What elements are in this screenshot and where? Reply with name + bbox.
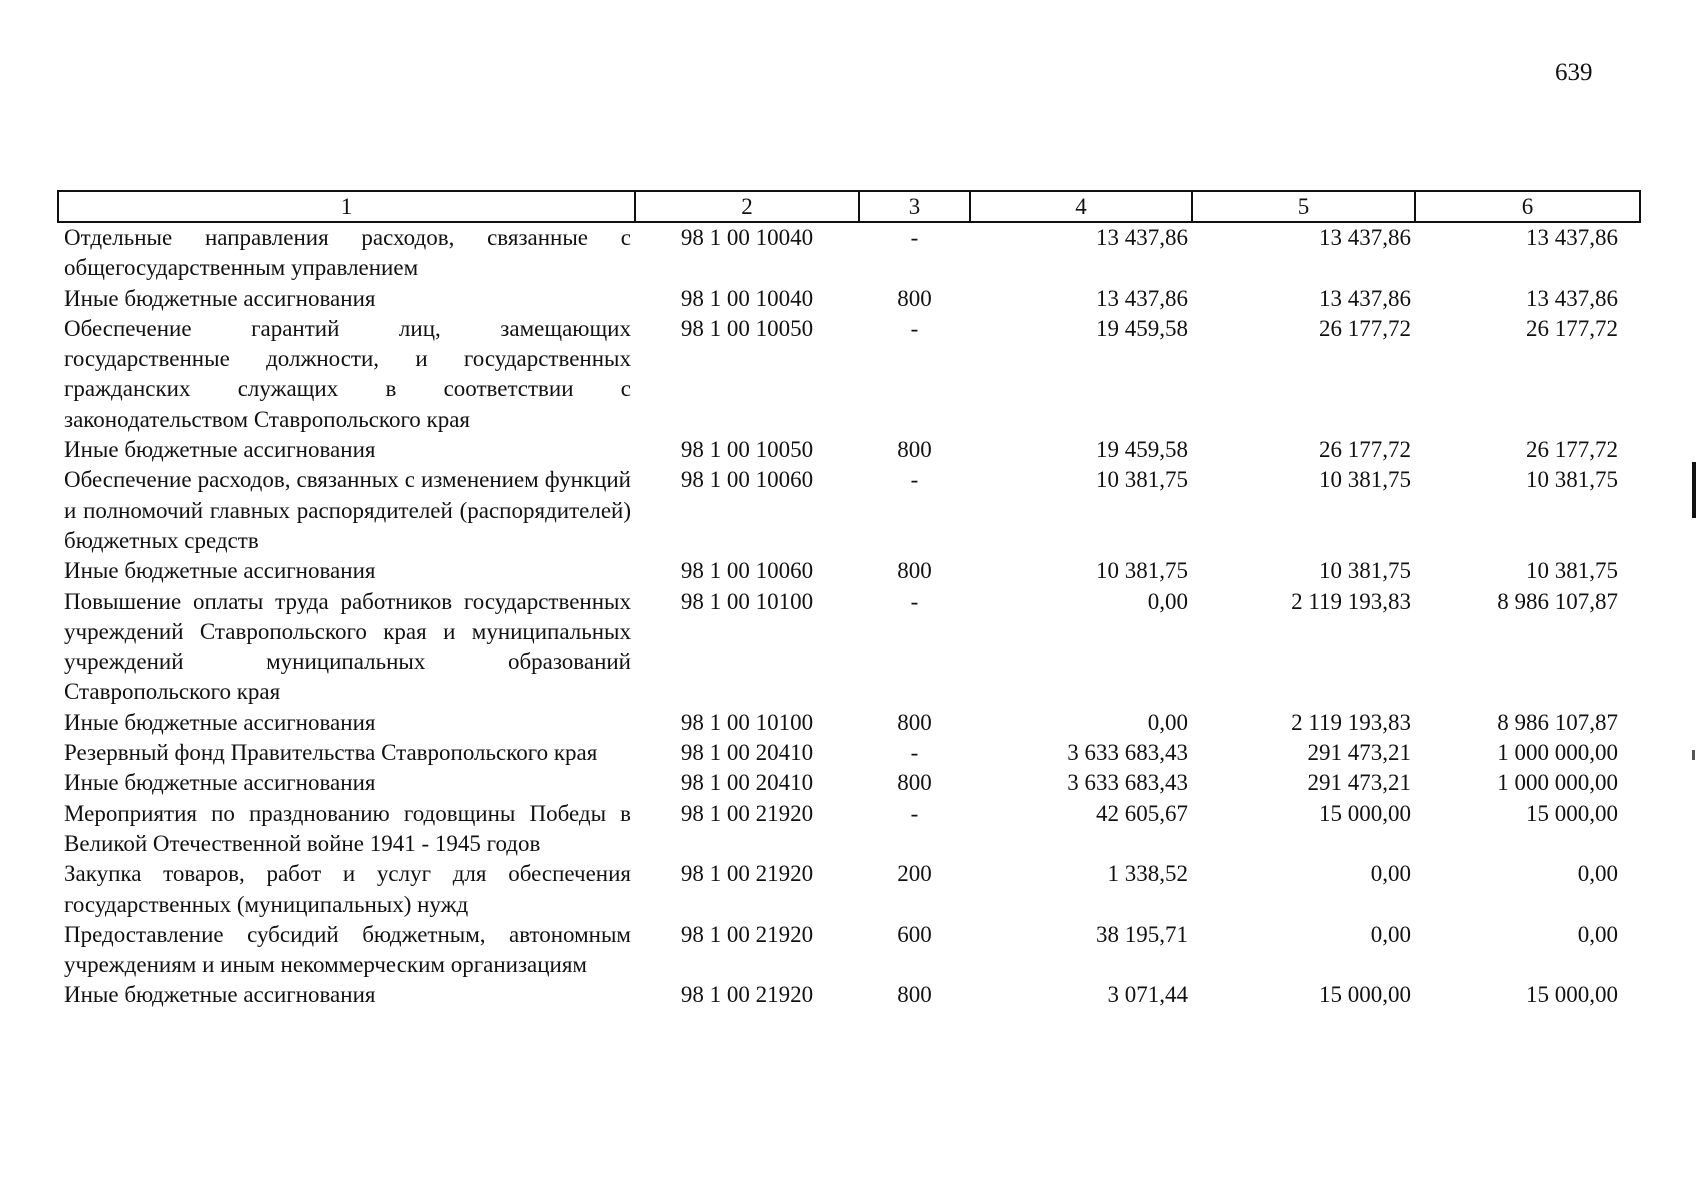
table-row xyxy=(58,920,1640,981)
table-body xyxy=(58,222,1640,1011)
row-value-4: 0,00 xyxy=(1147,709,1188,735)
row-value-5: 10 381,75 xyxy=(1319,467,1411,493)
table-row xyxy=(58,738,1640,768)
row-code: 98 1 00 21920 xyxy=(680,921,814,947)
row-name: Иные бюджетные ассигнования xyxy=(64,437,376,463)
row-code: 98 1 00 10060 xyxy=(680,558,814,584)
row-value-5: 0,00 xyxy=(1370,921,1411,947)
row-name: Повышение оплаты труда работников государственных учреждений Ставропольского края и муниципальных учреждений муниципальных образований Ставропольского края xyxy=(64,588,631,705)
table-row xyxy=(58,284,1640,314)
row-value-5: 13 437,86 xyxy=(1319,225,1411,250)
row-value-4: 19 459,58 xyxy=(1096,315,1188,341)
row-kind: 800 xyxy=(897,770,932,796)
row-value-6: 10 381,75 xyxy=(1526,467,1618,493)
table-row xyxy=(58,859,1640,920)
row-code: 98 1 00 10040 xyxy=(680,285,814,311)
row-value-4: 10 381,75 xyxy=(1096,467,1188,493)
row-code: 98 1 00 21920 xyxy=(680,800,814,826)
row-kind: 200 xyxy=(897,861,932,887)
row-name: Иные бюджетные ассигнования xyxy=(64,285,376,311)
row-value-4: 1 338,52 xyxy=(1107,861,1188,887)
row-value-4: 10 381,75 xyxy=(1096,558,1188,584)
row-value-5: 26 177,72 xyxy=(1319,315,1411,341)
header-cell-5: 5 xyxy=(1192,191,1415,222)
row-code: 98 1 00 20410 xyxy=(680,770,814,796)
row-value-6: 26 177,72 xyxy=(1526,315,1618,341)
row-value-6: 13 437,86 xyxy=(1526,285,1618,311)
row-name: Отдельные направления расходов, связанные с общегосударственным управлением xyxy=(64,225,631,281)
row-value-6: 10 381,75 xyxy=(1526,558,1618,584)
row-name: Обеспечение расходов, связанных с изменением функций и полномочий главных распорядителей (распорядителей) бюджетных средств xyxy=(64,467,631,553)
table-row xyxy=(58,435,1640,465)
scan-edge-dot xyxy=(1692,750,1695,760)
header-cell-1: 1 xyxy=(58,191,635,222)
header-row xyxy=(58,191,1640,222)
row-value-6: 8 986 107,87 xyxy=(1497,709,1618,735)
row-value-4: 38 195,71 xyxy=(1096,921,1188,947)
row-name: Иные бюджетные ассигнования xyxy=(64,770,376,796)
table-row xyxy=(58,465,1640,556)
budget-table xyxy=(57,190,1641,1011)
row-value-6: 0,00 xyxy=(1577,921,1618,947)
row-code: 98 1 00 20410 xyxy=(680,740,814,766)
row-kind: - xyxy=(910,740,919,766)
row-value-4: 3 633 683,43 xyxy=(1067,740,1188,766)
table-row xyxy=(58,314,1640,435)
header-cell-3: 3 xyxy=(859,191,970,222)
row-name: Мероприятия по празднованию годовщины Победы в Великой Отечественной войне 1941 - 1945 годов xyxy=(64,800,631,856)
row-value-5: 2 119 193,83 xyxy=(1291,588,1411,614)
row-kind: 600 xyxy=(897,921,932,947)
row-name: Обеспечение гарантий лиц, замещающих государственные должности, и государственных гражданских служащих в соответствии с законодательством Ставропольского края xyxy=(64,315,631,432)
table-row xyxy=(58,799,1640,860)
row-name: Резервный фонд Правительства Ставропольского края xyxy=(64,740,598,766)
row-value-5: 13 437,86 xyxy=(1319,285,1411,311)
row-code: 98 1 00 10040 xyxy=(680,225,814,250)
row-name: Иные бюджетные ассигнования xyxy=(64,558,376,584)
row-value-5: 0,00 xyxy=(1370,861,1411,887)
row-value-4: 19 459,58 xyxy=(1096,437,1188,463)
row-code: 98 1 00 10050 xyxy=(680,437,814,463)
row-kind: 800 xyxy=(897,558,932,584)
row-value-5: 26 177,72 xyxy=(1319,437,1411,463)
row-value-4: 42 605,67 xyxy=(1096,800,1188,826)
table-row xyxy=(58,222,1640,284)
row-value-6: 0,00 xyxy=(1577,861,1618,887)
row-value-5: 15 000,00 xyxy=(1319,800,1411,826)
row-value-4: 13 437,86 xyxy=(1096,225,1188,250)
row-kind: - xyxy=(910,315,919,341)
table-row xyxy=(58,768,1640,798)
row-value-4: 3 071,44 xyxy=(1107,982,1188,1008)
row-name: Иные бюджетные ассигнования xyxy=(64,982,376,1008)
row-code: 98 1 00 10100 xyxy=(680,588,814,614)
row-value-4: 0,00 xyxy=(1147,588,1188,614)
header-cell-6: 6 xyxy=(1415,191,1640,222)
row-name: Иные бюджетные ассигнования xyxy=(64,709,376,735)
row-value-6: 26 177,72 xyxy=(1526,437,1618,463)
row-value-6: 13 437,86 xyxy=(1526,225,1618,250)
row-kind: - xyxy=(910,225,919,250)
row-code: 98 1 00 10050 xyxy=(680,315,814,341)
row-value-6: 15 000,00 xyxy=(1526,982,1618,1008)
row-value-4: 13 437,86 xyxy=(1096,285,1188,311)
row-value-5: 2 119 193,83 xyxy=(1291,709,1411,735)
row-value-4: 3 633 683,43 xyxy=(1067,770,1188,796)
row-value-6: 15 000,00 xyxy=(1526,800,1618,826)
row-value-5: 15 000,00 xyxy=(1319,982,1411,1008)
row-kind: 800 xyxy=(897,982,932,1008)
header-cell-2: 2 xyxy=(635,191,859,222)
row-value-5: 291 473,21 xyxy=(1307,740,1411,766)
row-value-6: 1 000 000,00 xyxy=(1497,740,1618,766)
table-row xyxy=(58,587,1640,708)
row-kind: 800 xyxy=(897,285,932,311)
row-kind: - xyxy=(910,588,919,614)
row-kind: 800 xyxy=(897,709,932,735)
table-row xyxy=(58,556,1640,586)
row-kind: - xyxy=(910,800,919,826)
row-kind: 800 xyxy=(897,437,932,463)
scan-edge-mark xyxy=(1692,462,1696,518)
row-code: 98 1 00 10100 xyxy=(680,709,814,735)
row-value-5: 291 473,21 xyxy=(1307,770,1411,796)
row-code: 98 1 00 21920 xyxy=(680,861,814,887)
row-value-6: 8 986 107,87 xyxy=(1497,588,1618,614)
row-name: Предоставление субсидий бюджетным, автономным учреждениям и иным некоммерческим организациям xyxy=(64,921,631,978)
header-cell-4: 4 xyxy=(970,191,1192,222)
row-kind: - xyxy=(910,467,919,493)
page-number: 639 xyxy=(1555,59,1593,86)
row-value-5: 10 381,75 xyxy=(1319,558,1411,584)
table-header xyxy=(58,191,1640,222)
table-row xyxy=(58,980,1640,1010)
row-name: Закупка товаров, работ и услуг для обеспечения государственных (муниципальных) нужд xyxy=(64,861,631,917)
row-value-6: 1 000 000,00 xyxy=(1497,770,1618,796)
table-row xyxy=(58,708,1640,738)
row-code: 98 1 00 10060 xyxy=(680,467,814,493)
row-code: 98 1 00 21920 xyxy=(680,982,814,1008)
